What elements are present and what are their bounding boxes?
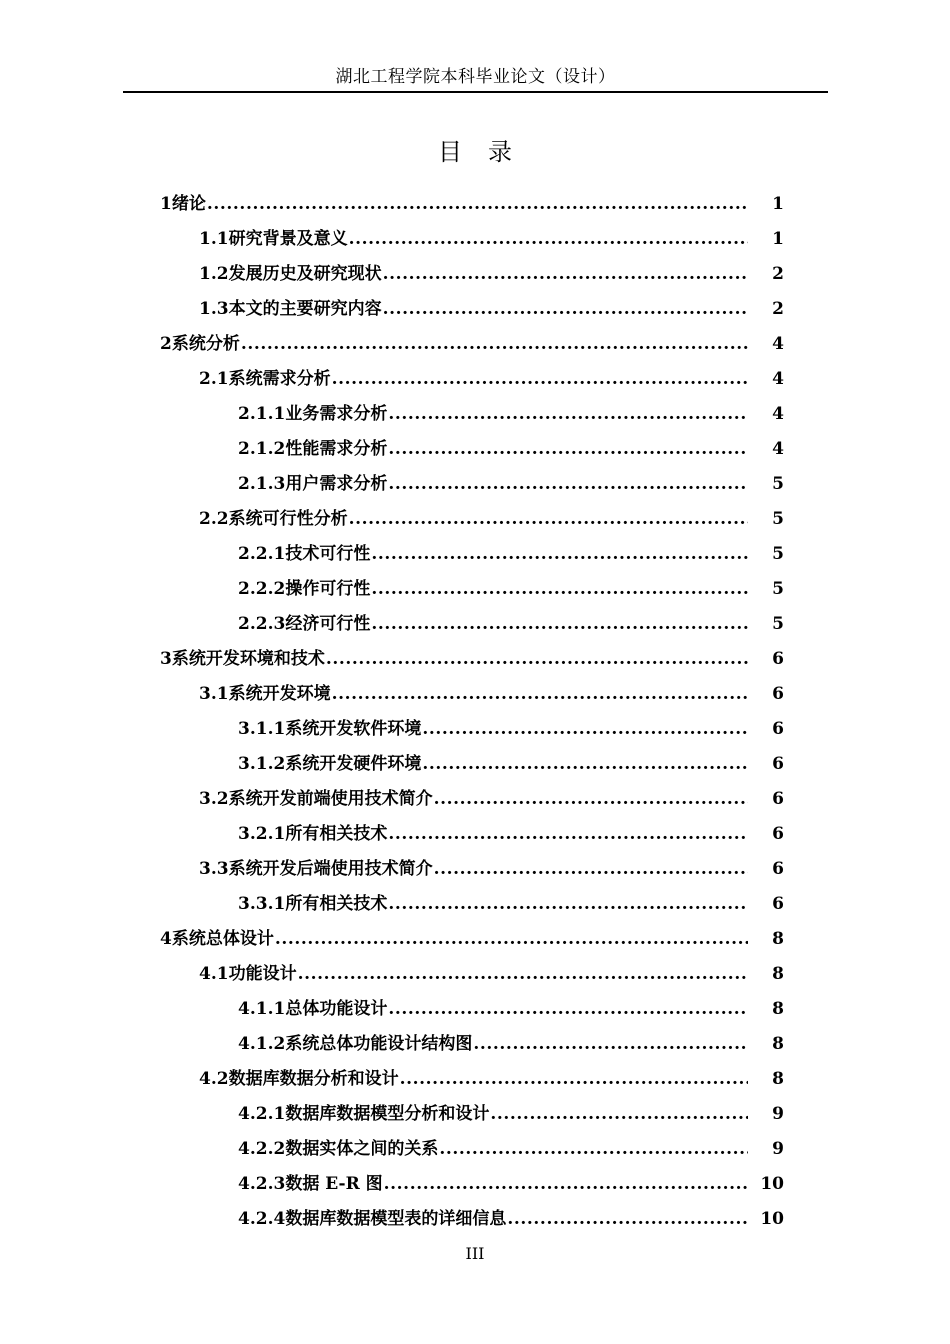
toc-dot-leader (388, 432, 748, 467)
toc-entry-title: 功能设计 (228, 964, 297, 984)
toc-entry[interactable] (0, 327, 950, 362)
toc-entry-number: 4 (160, 929, 172, 949)
toc-entry-number: 2.1.2 (238, 439, 286, 459)
toc-entry-page: 10 (760, 1174, 784, 1194)
toc-dot-leader (332, 677, 748, 712)
toc-entry-title: 经济可行性 (285, 614, 371, 634)
toc-entry-number: 1.3 (199, 299, 229, 319)
toc-entry[interactable] (0, 467, 950, 502)
toc-entry-number: 4.2.1 (238, 1104, 286, 1124)
toc-entry-number: 4.2.2 (238, 1139, 286, 1159)
toc-entry[interactable] (0, 642, 950, 677)
toc-entry-number: 4.1.1 (238, 999, 286, 1019)
toc-entry[interactable] (0, 1027, 950, 1062)
toc-entry-page: 6 (772, 789, 784, 809)
toc-entry-title: 性能需求分析 (285, 439, 388, 459)
toc-dot-leader (326, 642, 748, 677)
toc-entry-title: 所有相关技术 (285, 894, 388, 914)
toc-entry-title: 系统需求分析 (228, 369, 331, 389)
page-header-title: 湖北工程学院本科毕业论文（设计） (335, 67, 616, 87)
toc-entry-title: 数据库数据模型表的详细信息 (285, 1209, 507, 1229)
toc-entry-number: 3.2.1 (238, 824, 286, 844)
toc-entry[interactable] (0, 922, 950, 957)
toc-entry-title: 总体功能设计 (285, 999, 388, 1019)
toc-entry-title: 操作可行性 (285, 579, 371, 599)
toc-dot-leader (400, 1062, 748, 1097)
toc-entry-page: 9 (772, 1139, 784, 1159)
toc-entry-page: 5 (772, 544, 784, 564)
toc-entry[interactable] (0, 1097, 950, 1132)
toc-dot-leader (388, 467, 748, 502)
toc-entry-title: 系统开发环境 (228, 684, 331, 704)
toc-entry-title: 系统开发软件环境 (285, 719, 422, 739)
toc-entry-page: 8 (772, 1069, 784, 1089)
toc-dot-leader (371, 537, 748, 572)
toc-entry-title: 系统分析 (171, 334, 240, 354)
toc-dot-leader (371, 607, 748, 642)
toc-entry-number: 4.2 (199, 1069, 229, 1089)
toc-entry-page: 6 (772, 649, 784, 669)
toc-entry[interactable] (0, 747, 950, 782)
toc-entry-page: 4 (772, 334, 784, 354)
toc-dot-leader (383, 292, 748, 327)
toc-entry[interactable] (0, 187, 950, 222)
page-number: III (465, 1244, 485, 1263)
toc-entry-number: 3.3.1 (238, 894, 286, 914)
toc-dot-leader (371, 572, 748, 607)
toc-dot-leader (388, 397, 748, 432)
toc-entry-page: 8 (772, 929, 784, 949)
toc-entry-page: 6 (772, 824, 784, 844)
toc-entry[interactable] (0, 1202, 950, 1237)
toc-entry-page: 4 (772, 439, 784, 459)
toc-entry[interactable] (0, 362, 950, 397)
toc-entry-number: 1.2 (199, 264, 229, 284)
toc-dot-leader (422, 712, 748, 747)
toc-entry-number: 2.2 (199, 509, 229, 529)
toc-entry[interactable] (0, 432, 950, 467)
toc-entry-number: 2.1.1 (238, 404, 286, 424)
toc-entry-page: 2 (772, 299, 784, 319)
toc-entry-page: 5 (772, 509, 784, 529)
toc-entry-title: 绪论 (171, 194, 206, 214)
toc-dot-leader (388, 992, 748, 1027)
toc-entry-title: 系统开发硬件环境 (285, 754, 422, 774)
toc-title-char-1: 目 (438, 138, 462, 166)
toc-entry-page: 8 (772, 1034, 784, 1054)
toc-entry-number: 3.1.1 (238, 719, 286, 739)
toc-entry-title: 系统开发后端使用技术简介 (228, 859, 433, 879)
toc-entry-title: 发展历史及研究现状 (228, 264, 382, 284)
toc-entry-number: 1.1 (199, 229, 229, 249)
toc-entry-title: 系统总体功能设计结构图 (285, 1034, 473, 1054)
toc-entry-number: 2 (160, 334, 172, 354)
toc-entry-title: 系统开发环境和技术 (171, 649, 325, 669)
toc-entry-number: 2.1 (199, 369, 229, 389)
toc-entry[interactable] (0, 1167, 950, 1202)
toc-entry-title: 所有相关技术 (285, 824, 388, 844)
toc-entry-number: 3.2 (199, 789, 229, 809)
toc-entry[interactable] (0, 1132, 950, 1167)
toc-dot-leader (349, 502, 748, 537)
toc-entry-number: 2.1.3 (238, 474, 286, 494)
toc-entry-title: 数据 E-R 图 (285, 1174, 383, 1194)
toc-entry-number: 3.3 (199, 859, 229, 879)
toc-entry-page: 1 (772, 194, 784, 214)
toc-entry[interactable] (0, 222, 950, 257)
toc-dot-leader (241, 327, 748, 362)
toc-entry-title: 系统开发前端使用技术简介 (228, 789, 433, 809)
toc-entry[interactable] (0, 887, 950, 922)
toc-entry-page: 1 (772, 229, 784, 249)
header-rule (123, 91, 828, 93)
toc-entry[interactable] (0, 817, 950, 852)
toc-dot-leader (207, 187, 748, 222)
toc-entry[interactable] (0, 677, 950, 712)
toc-entry-number: 2.2.1 (238, 544, 286, 564)
toc-entry-number: 4.2.4 (238, 1209, 286, 1229)
toc-entry[interactable] (0, 572, 950, 607)
toc-entry-number: 3.1.2 (238, 754, 286, 774)
toc-entry[interactable] (0, 712, 950, 747)
toc-entry[interactable] (0, 957, 950, 992)
toc-entry[interactable] (0, 397, 950, 432)
toc-entry-number: 3.1 (199, 684, 229, 704)
toc-entry-page: 6 (772, 684, 784, 704)
toc-entry-title: 系统总体设计 (171, 929, 274, 949)
toc-dot-leader (434, 852, 748, 887)
toc-entry-page: 4 (772, 369, 784, 389)
toc-entry-number: 2.2.2 (238, 579, 286, 599)
toc-title-char-2: 录 (488, 138, 512, 166)
toc-entry-page: 8 (772, 964, 784, 984)
toc-dot-leader (388, 817, 748, 852)
toc-title (0, 132, 950, 172)
toc-entry-page: 8 (772, 999, 784, 1019)
toc-entry-number: 4.1.2 (238, 1034, 286, 1054)
toc-entry-number: 3 (160, 649, 172, 669)
toc-entry-number: 2.2.3 (238, 614, 286, 634)
toc-dot-leader (490, 1097, 748, 1132)
toc-entry-title: 数据实体之间的关系 (285, 1139, 439, 1159)
toc-entry-page: 5 (772, 579, 784, 599)
toc-entry-page: 10 (760, 1209, 784, 1229)
toc-entry-title: 数据库数据模型分析和设计 (285, 1104, 490, 1124)
toc-entry-title: 系统可行性分析 (228, 509, 348, 529)
toc-entry[interactable] (0, 257, 950, 292)
toc-entry[interactable] (0, 537, 950, 572)
toc-entry-page: 6 (772, 754, 784, 774)
toc-entry-page: 9 (772, 1104, 784, 1124)
toc-dot-leader (507, 1202, 748, 1237)
toc-dot-leader (275, 922, 748, 957)
toc-entry-page: 2 (772, 264, 784, 284)
toc-entry-page: 5 (772, 614, 784, 634)
toc-dot-leader (384, 1167, 748, 1202)
toc-dot-leader (383, 257, 748, 292)
toc-entry-page: 6 (772, 894, 784, 914)
toc-entry-number: 1 (160, 194, 172, 214)
toc-entry-page: 5 (772, 474, 784, 494)
toc-dot-leader (349, 222, 748, 257)
toc-entry[interactable] (0, 607, 950, 642)
toc-entry-title: 研究背景及意义 (228, 229, 348, 249)
toc-entry-title: 技术可行性 (285, 544, 371, 564)
toc-entry[interactable] (0, 1062, 950, 1097)
toc-dot-leader (439, 1132, 748, 1167)
toc-dot-leader (473, 1027, 748, 1062)
toc-entry-number: 4.1 (199, 964, 229, 984)
toc-entry-title: 本文的主要研究内容 (228, 299, 382, 319)
toc-dot-leader (422, 747, 748, 782)
toc-entry-number: 4.2.3 (238, 1174, 286, 1194)
toc-list (0, 187, 950, 1237)
toc-dot-leader (332, 362, 748, 397)
toc-entry-title: 用户需求分析 (285, 474, 388, 494)
toc-entry[interactable] (0, 502, 950, 537)
toc-entry-page: 4 (772, 404, 784, 424)
toc-entry-title: 数据库数据分析和设计 (228, 1069, 399, 1089)
toc-entry[interactable] (0, 852, 950, 887)
toc-dot-leader (434, 782, 748, 817)
toc-entry-title: 业务需求分析 (285, 404, 388, 424)
toc-entry-page: 6 (772, 859, 784, 879)
toc-entry-page: 6 (772, 719, 784, 739)
toc-dot-leader (388, 887, 748, 922)
toc-entry[interactable] (0, 992, 950, 1027)
toc-entry[interactable] (0, 292, 950, 327)
toc-entry[interactable] (0, 782, 950, 817)
toc-dot-leader (298, 957, 748, 992)
